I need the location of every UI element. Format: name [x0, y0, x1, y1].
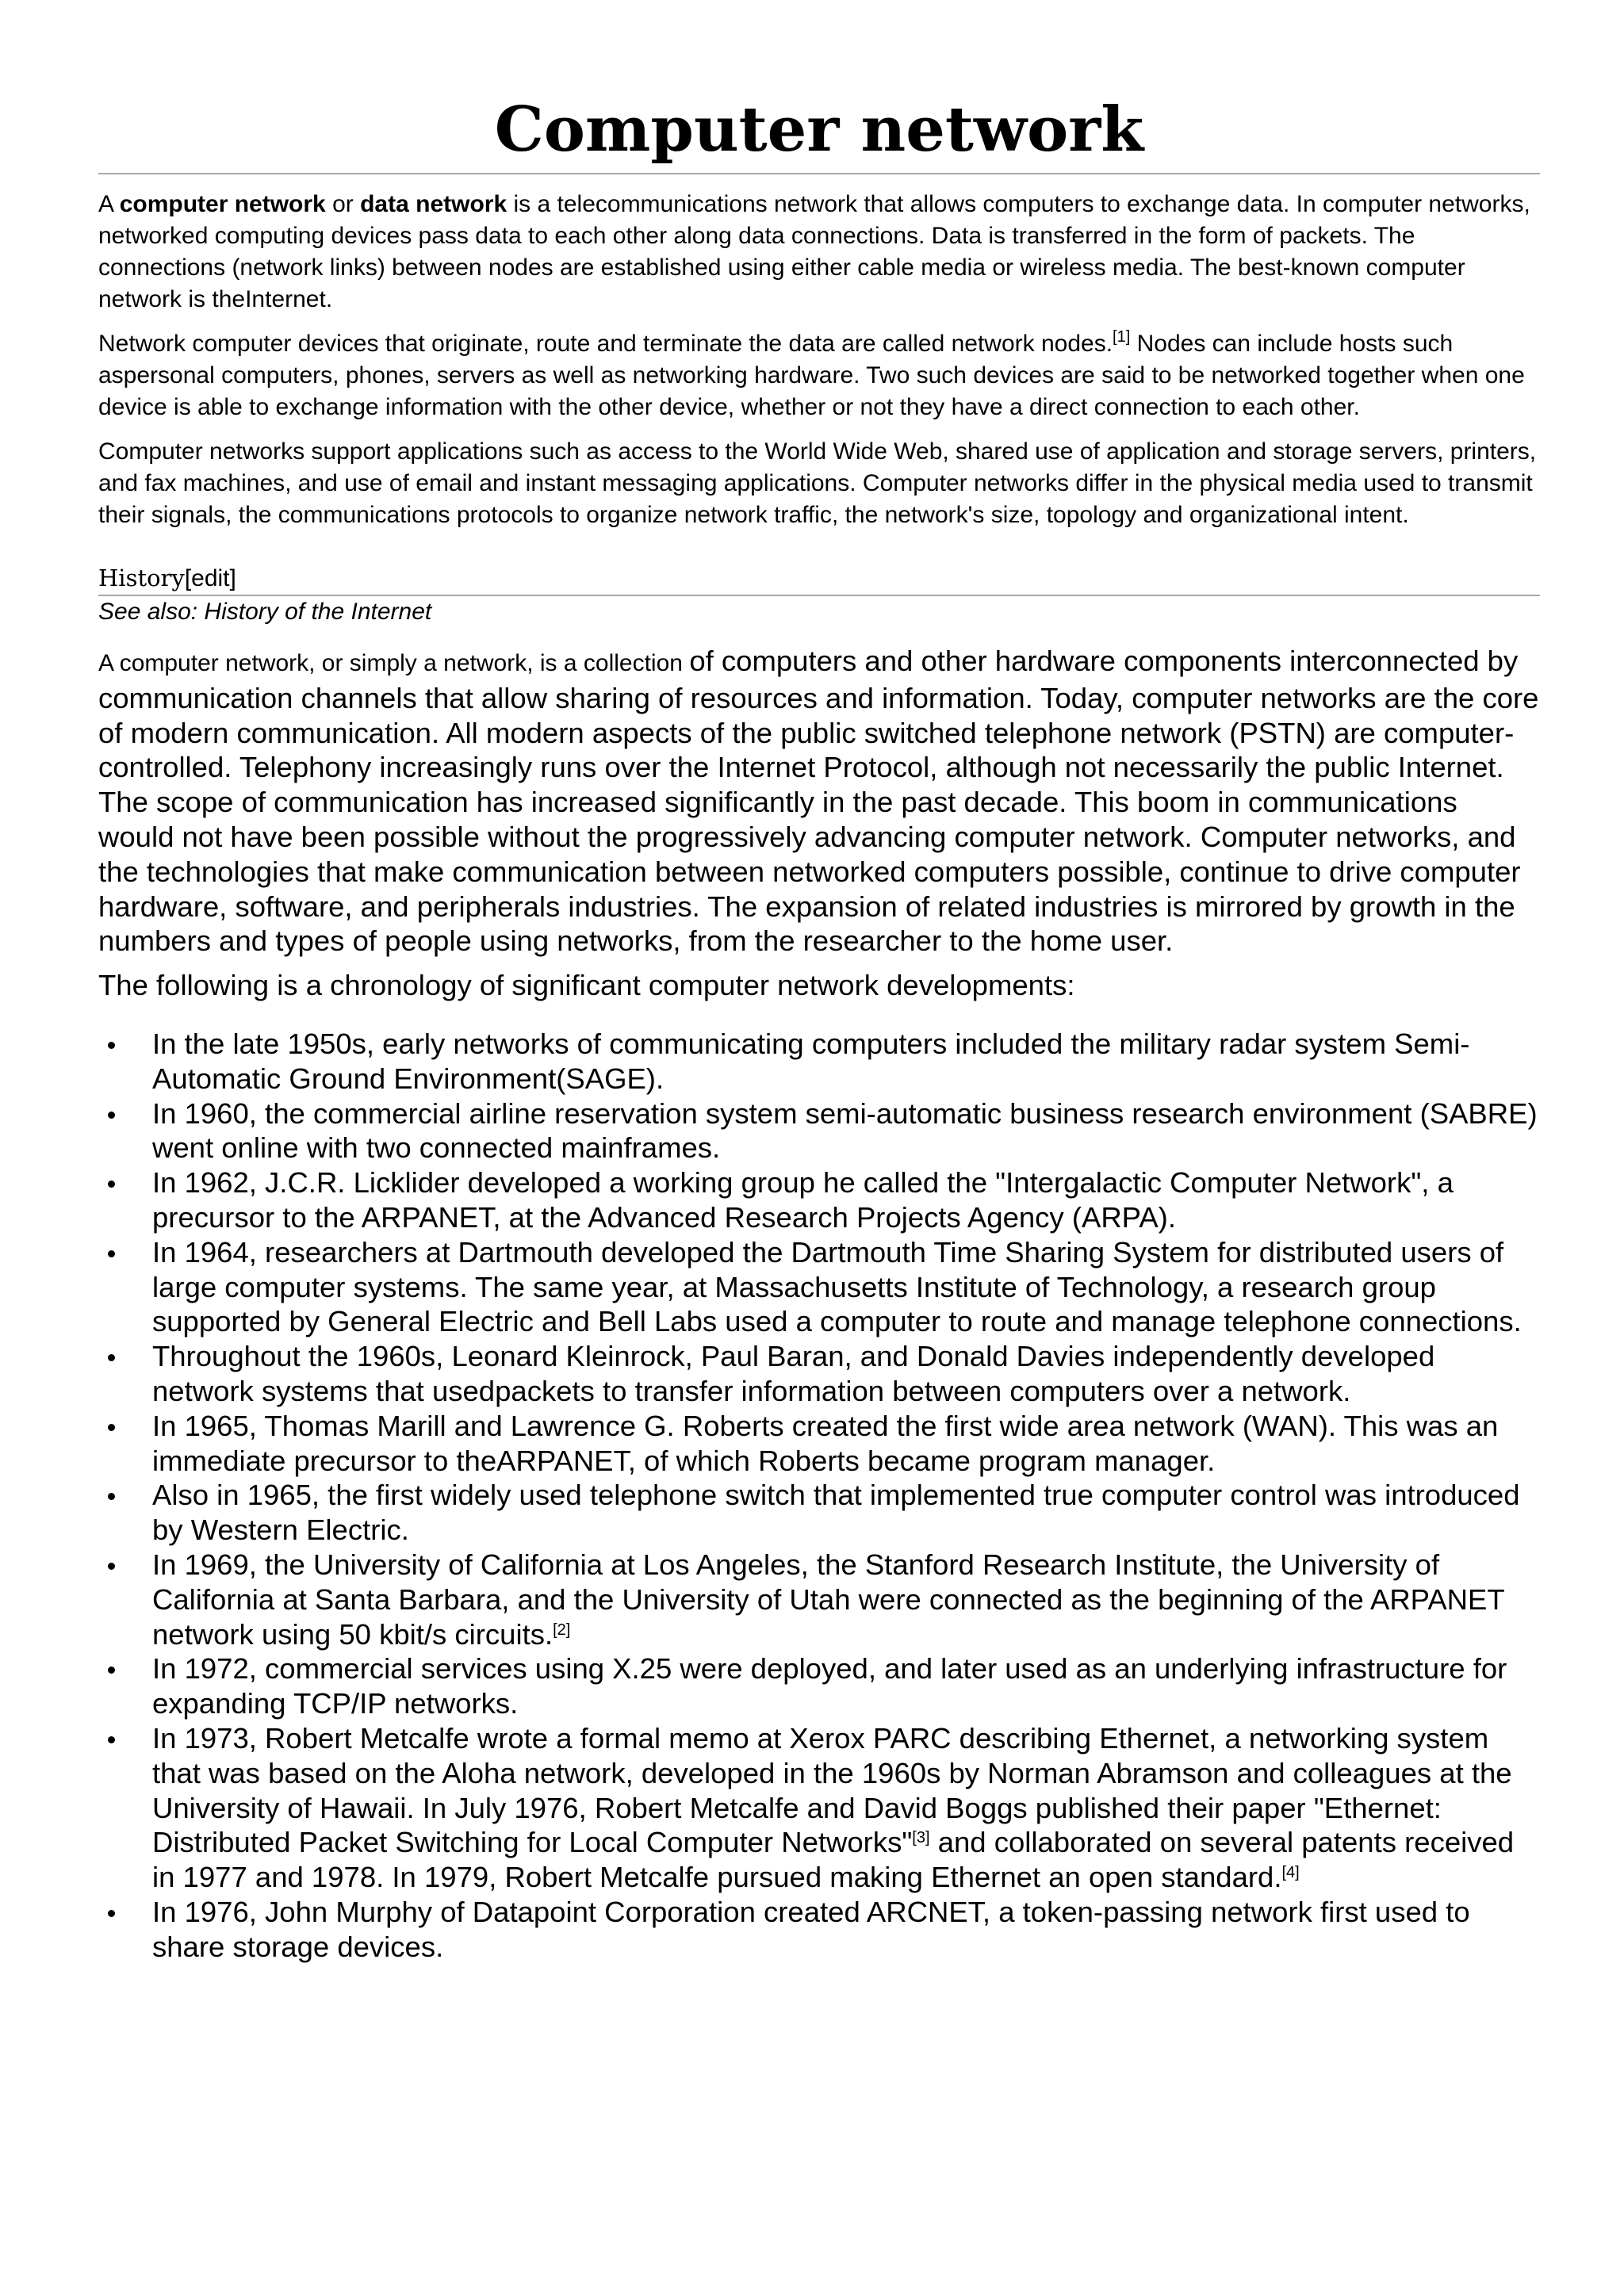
list-item-text: In 1964, researchers at Dartmouth developed the Dartmouth Time Sharing System for distributed users of large computer systems. The same year, at Massachusetts Institute of Technology, a research group supported by General Electric and Bell Labs used a computer to route and manage telephone connections. — [152, 1235, 1522, 1338]
intro-paragraph-2: Network computer devices that originate, route and terminate the data are called network nodes.[1] Nodes can include hosts such aspersonal computers, phones, servers as well as networking hardware. Two such devices are said to be networked together when one device is able to exchange information with the other device, whether or not they have a direct connection to each other. — [98, 328, 1525, 420]
history-paragraph-1: A computer network, or simply a network, is a collection of computers and other hardware components interconnected by communication channels that allow sharing of resources and information. Today, computer networks are the core of modern communication. All modern aspects of the public switched telephone network (PSTN) are computer-controlled. Telephony increasingly runs over the Internet Protocol, although not necessarily the public Internet. The scope of communication has increased significantly in the past decade. This boom in communications would not have been possible without the progressively advancing computer network. Computer networks, and the technologies that make communication between networked computers possible, continue to drive computer hardware, software, and peripherals industries. The expansion of related industries is mirrored by growth in the numbers and types of people using networks, from the researcher to the home user. — [98, 645, 1539, 958]
list-item — [98, 1478, 1540, 1548]
list-item — [98, 1096, 1540, 1166]
list-item — [98, 1235, 1540, 1339]
chronology-list — [98, 1027, 1540, 1965]
list-item — [98, 1895, 1540, 1965]
page-title: Computer network — [98, 0, 1540, 174]
list-item — [98, 1548, 1540, 1651]
list-item-text: and collaborated on several patents received in 1977 and 1978. In 1979, Robert Metcalfe pursued making Ethernet an open standard. — [152, 1826, 1515, 1894]
list-item-text: In the late 1950s, early networks of communicating computers included the military radar system Semi-Automatic Ground Environment(SAGE). — [152, 1027, 1470, 1095]
intro-paragraph-1: A computer network or data network is a telecommunications network that allows computers to exchange data. In computer networks, networked computing devices pass data to each other along data connections. Data is transferred in the form of packets. The connections (network links) between nodes are established using either cable media or wireless media. The best-known computer network is theInternet. — [98, 191, 1530, 312]
history-heading — [98, 561, 1540, 596]
reference-link[interactable]: [3] — [912, 1829, 930, 1847]
list-item-text: In 1965, Thomas Marill and Lawrence G. Roberts created the first wide area network (WAN). This was an immediate precursor to theARPANET, of which Roberts became program manager. — [152, 1409, 1499, 1477]
term-data-network: data network — [360, 191, 508, 217]
article — [98, 0, 1540, 1964]
list-item-text: Also in 1965, the first widely used telephone switch that implemented true computer control was introduced by Western Electric. — [152, 1479, 1520, 1547]
list-item-text: In 1976, John Murphy of Datapoint Corporation created ARCNET, a token-passing network first used to share storage devices. — [152, 1895, 1470, 1963]
list-item-text: In 1962, J.C.R. Licklider developed a working group he called the "Intergalactic Computer Network", a precursor to the ARPANET, at the Advanced Research Projects Agency (ARPA). — [152, 1166, 1454, 1234]
reference-link[interactable]: [4] — [1281, 1864, 1300, 1882]
intro-paragraph-3: Computer networks support applications such as access to the World Wide Web, shared use of application and storage servers, printers, and fax machines, and use of email and instant messaging applications. Computer networks differ in the physical media used to transmit their signals, the communications protocols to organize network traffic, the network's size, topology and organizational intent. — [98, 438, 1537, 528]
list-item — [98, 1409, 1540, 1479]
list-item-text: In 1973, Robert Metcalfe wrote a formal memo at Xerox PARC describing Ethernet, a networking system that was based on the Aloha network, developed in the 1960s by Norman Abramson and colleagues at the University of Hawaii. In July 1976, Robert Metcalfe and David Boggs published their paper "Ethernet: Distributed Packet Switching for Local Computer Networks" — [152, 1721, 1512, 1859]
reference-1[interactable]: [1] — [1113, 328, 1131, 346]
chronology-intro: The following is a chronology of significant computer network developments: — [98, 969, 1075, 1002]
history-section — [98, 644, 1540, 1964]
list-item-text: In 1972, commercial services using X.25 were deployed, and later used as an underlying infrastructure for expanding TCP/IP networks. — [152, 1652, 1507, 1720]
list-item — [98, 1339, 1540, 1409]
list-item — [98, 1721, 1540, 1895]
list-item — [98, 1651, 1540, 1721]
intro-section — [98, 189, 1540, 531]
see-also-note: See also: History of the Internet — [98, 599, 432, 625]
list-item — [98, 1027, 1540, 1096]
list-item — [98, 1165, 1540, 1235]
list-item-text: In 1960, the commercial airline reservation system semi-automatic business research environment (SABRE) went online with two connected mainframes. — [152, 1096, 1538, 1165]
list-item-text: In 1969, the University of California at Los Angeles, the Stanford Research Institute, the University of California at Santa Barbara, and the University of Utah were connected as the beginning of the ARPANET network using 50 kbit/s circuits. — [152, 1548, 1505, 1651]
history-title: History — [98, 564, 185, 591]
term-computer-network: computer network — [119, 191, 326, 217]
list-item-text: Throughout the 1960s, Leonard Kleinrock, Paul Baran, and Donald Davies independently developed network systems that usedpackets to transfer information between computers over a network. — [152, 1340, 1435, 1407]
reference-link[interactable]: [2] — [553, 1621, 571, 1639]
edit-link[interactable]: [edit] — [184, 565, 236, 591]
